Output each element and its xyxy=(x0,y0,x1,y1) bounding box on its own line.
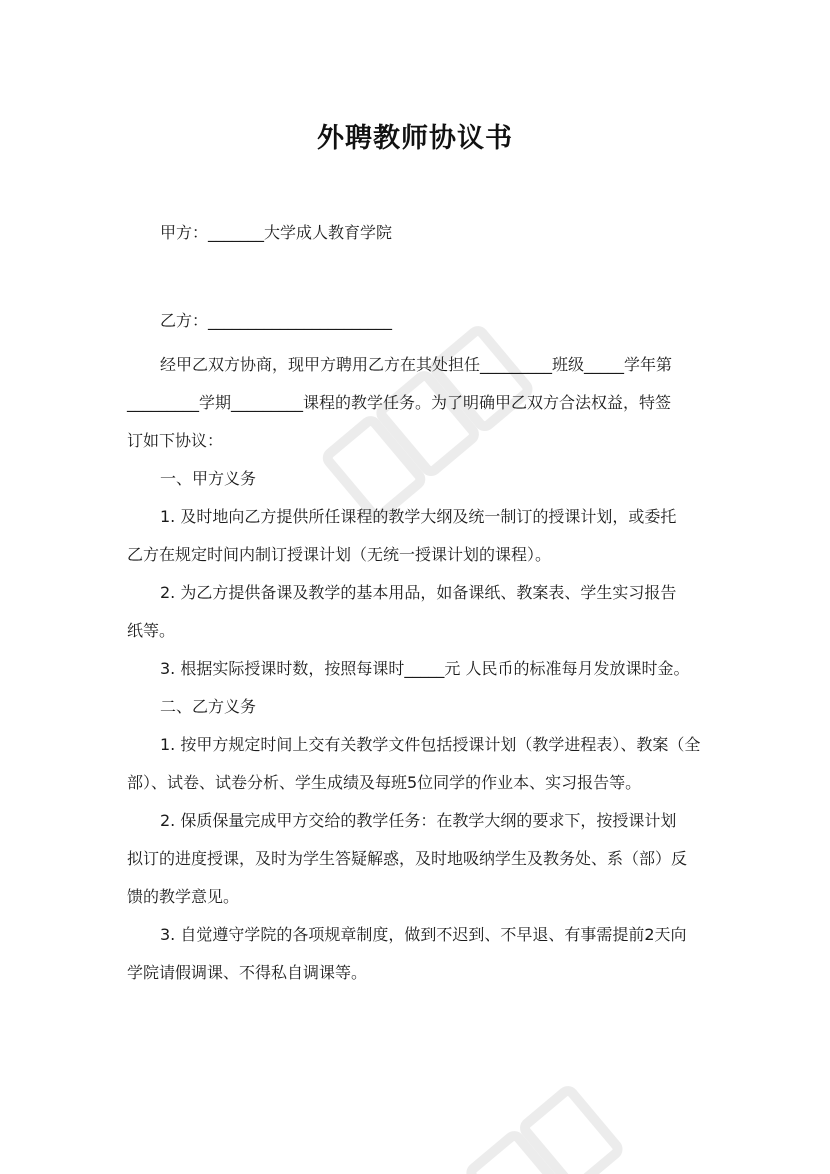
intro-line-3: 订如下协议： xyxy=(127,431,224,450)
section-a-item-3-line-1: 3. 根据实际授课时数，按照每课时_____元 人民币的标准每月发放课时金。 xyxy=(160,659,690,678)
intro-line-2: _________学期_________课程的教学任务。为了明确甲乙双方合法权益，特签 xyxy=(127,393,672,412)
section-b-item-2-line-3: 馈的教学意见。 xyxy=(127,887,240,906)
section-a-heading: 一、甲方义务 xyxy=(160,469,257,488)
section-b-item-2-line-2: 拟订的进度授课，及时为学生答疑解惑，及时地吸纳学生及教务处、系（部）反 xyxy=(127,849,688,868)
section-a-item-1-line-2: 乙方在规定时间内制订授课计划（无统一授课计划的课程）。 xyxy=(127,545,552,564)
section-b-item-1-line-1: 1. 按甲方规定时间上交有关教学文件包括授课计划（教学进程表）、教案（全 xyxy=(160,735,701,754)
watermark-stamp-icon-2 xyxy=(380,1060,640,1174)
section-a-item-2-line-2: 纸等。 xyxy=(127,621,176,640)
section-a-item-1-line-1: 1. 及时地向乙方提供所任课程的教学大纲及统一制订的授课计划，或委托 xyxy=(160,507,677,526)
section-b-item-3-line-2: 学院请假调课、不得私自调课等。 xyxy=(127,963,368,982)
party-b-block xyxy=(127,302,713,340)
section-b-item-1-line-2: 部）、试卷、试卷分析、学生成绩及每班5位同学的作业本、实习报告等。 xyxy=(127,773,642,792)
section-b-heading: 二、乙方义务 xyxy=(160,697,257,716)
section-b-item-3-line-1: 3. 自觉遵守学院的各项规章制度，做到不迟到、不早退、有事需提前2天向 xyxy=(160,925,687,944)
party-b-line: 乙方：_______________________ xyxy=(160,311,393,330)
agreement-body xyxy=(127,346,713,992)
party-a-block xyxy=(127,214,713,252)
section-b-item-2-line-1: 2. 保质保量完成甲方交给的教学任务：在教学大纲的要求下，按授课计划 xyxy=(160,811,677,830)
party-a-line: 甲方：_______大学成人教育学院 xyxy=(160,223,393,242)
intro-line-1: 经甲乙双方协商，现甲方聘用乙方在其处担任_________班级_____学年第 xyxy=(160,355,673,374)
document-title: 外聘教师协议书 xyxy=(317,123,513,154)
section-a-item-2-line-1: 2. 为乙方提供备课及教学的基本用品，如备课纸、教案表、学生实习报告 xyxy=(160,583,677,602)
